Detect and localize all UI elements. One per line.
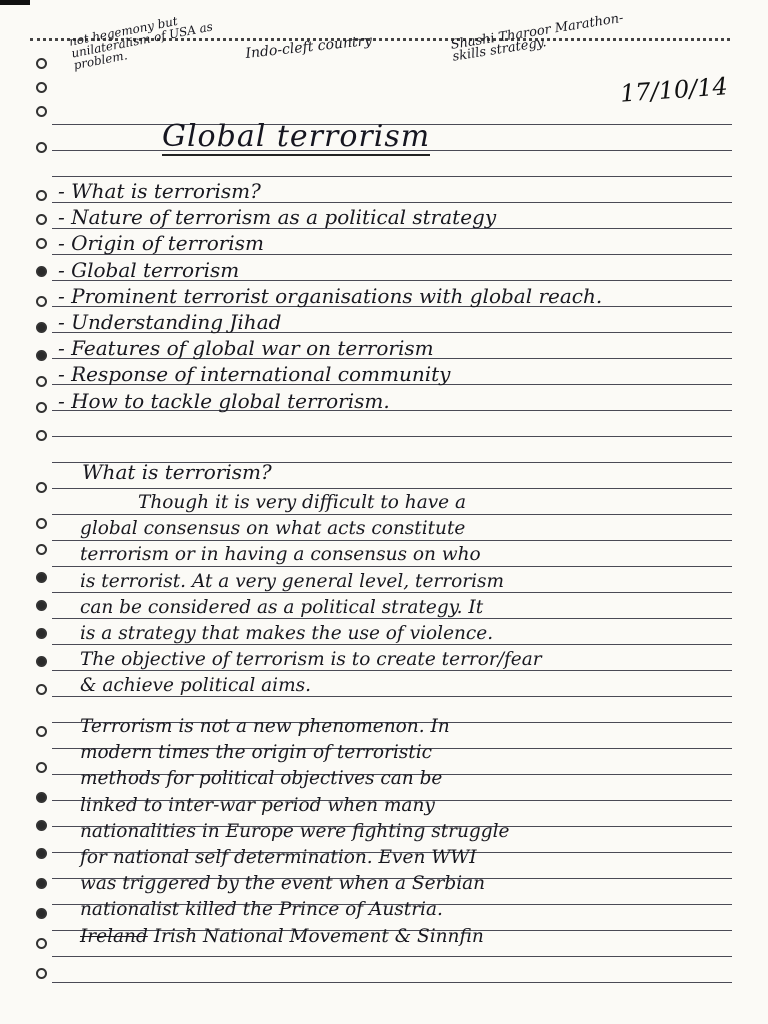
binder-hole (36, 908, 47, 919)
paragraph-line: is terrorist. At a very general level, terrorism (80, 570, 505, 592)
binder-hole (36, 402, 47, 413)
binder-hole (36, 968, 47, 979)
binder-hole (36, 322, 47, 333)
binder-hole (36, 518, 47, 529)
binder-hole (36, 430, 47, 441)
paragraph-definition (80, 488, 542, 698)
ruled-line (52, 436, 732, 437)
binder-hole (36, 684, 47, 695)
topic-outline (58, 176, 602, 412)
last-line-text: Irish National Movement & Sinnfin (153, 925, 484, 947)
outline-item: - Global terrorism (58, 257, 240, 282)
page-title: Global terrorism (162, 119, 431, 154)
paragraph-line: is a strategy that makes the use of violence. (80, 622, 494, 644)
paragraph-line: for national self determination. Even WWI (80, 846, 477, 868)
binder-hole (36, 376, 47, 387)
paragraph-line: can be considered as a political strategy. It (80, 596, 484, 618)
binder-hole (36, 848, 47, 859)
margin-note-tharoor: Shashi Tharoor Marathon-skills strategy. (449, 10, 625, 65)
paragraph-line-last (80, 922, 509, 948)
binder-hole (36, 792, 47, 803)
paragraph-line: Terrorism is not a new phenomenon. In (80, 716, 450, 737)
outline-item: - Understanding Jihad (58, 309, 282, 334)
binder-hole (36, 58, 47, 69)
outline-item: - Response of international community (58, 362, 451, 387)
binder-hole (36, 572, 47, 583)
outline-item: - Origin of terrorism (58, 231, 264, 256)
paragraph-line: terrorism or in having a consensus on who (80, 544, 481, 566)
binder-hole (36, 878, 47, 889)
paragraph-line: nationalist killed the Prince of Austria. (80, 899, 443, 921)
margin-note-hegemony: not hegemony but unilateralism of USA as problem. (67, 13, 214, 73)
paragraph-line: was triggered by the event when a Serbian (80, 873, 486, 895)
outline-item: - Prominent terrorist organisations with global reach. (58, 283, 603, 308)
paragraph-line: Though it is very difficult to have a (138, 492, 467, 513)
binder-hole (36, 656, 47, 667)
ruled-line (52, 982, 732, 983)
outline-item: - What is terrorism? (58, 179, 261, 203)
binder-hole (36, 214, 47, 225)
binder-hole (36, 266, 47, 277)
paragraph-line: linked to inter-war period when many (80, 794, 435, 816)
binder-hole (36, 190, 47, 201)
struck-word: Ireland (80, 925, 148, 947)
page-date: 17/10/14 (619, 72, 729, 108)
binder-hole (36, 726, 47, 737)
binder-hole (36, 544, 47, 555)
binder-hole (36, 762, 47, 773)
margin-note-indo-cleft: Indo-cleft country (244, 32, 373, 62)
ruled-line (52, 956, 732, 957)
paragraph-line: The objective of terrorism is to create terror/fear (80, 649, 542, 671)
binder-hole (36, 350, 47, 361)
paragraph-line: global consensus on what acts constitute (80, 518, 466, 540)
outline-item: - How to tackle global terrorism. (58, 388, 390, 413)
binder-hole (36, 820, 47, 831)
corner-mark (0, 0, 30, 5)
binder-hole (36, 142, 47, 153)
paragraph-line: nationalities in Europe were fighting struggle (80, 820, 510, 842)
binder-hole (36, 296, 47, 307)
binder-hole (36, 628, 47, 639)
paragraph-line: & achieve political aims. (80, 675, 312, 697)
binder-hole (36, 238, 47, 249)
binder-hole (36, 938, 47, 949)
binder-hole (36, 482, 47, 493)
outline-item: - Nature of terrorism as a political strategy (58, 205, 497, 230)
outline-item: - Features of global war on terrorism (58, 336, 434, 361)
paragraph-line: modern times the origin of terroristic (80, 742, 432, 764)
binder-hole (36, 82, 47, 93)
paragraph-origin (80, 712, 509, 948)
binder-hole (36, 600, 47, 611)
binder-hole (36, 106, 47, 117)
paragraph-line: methods for political objectives can be (80, 768, 443, 790)
section-heading: What is terrorism? (82, 460, 272, 484)
